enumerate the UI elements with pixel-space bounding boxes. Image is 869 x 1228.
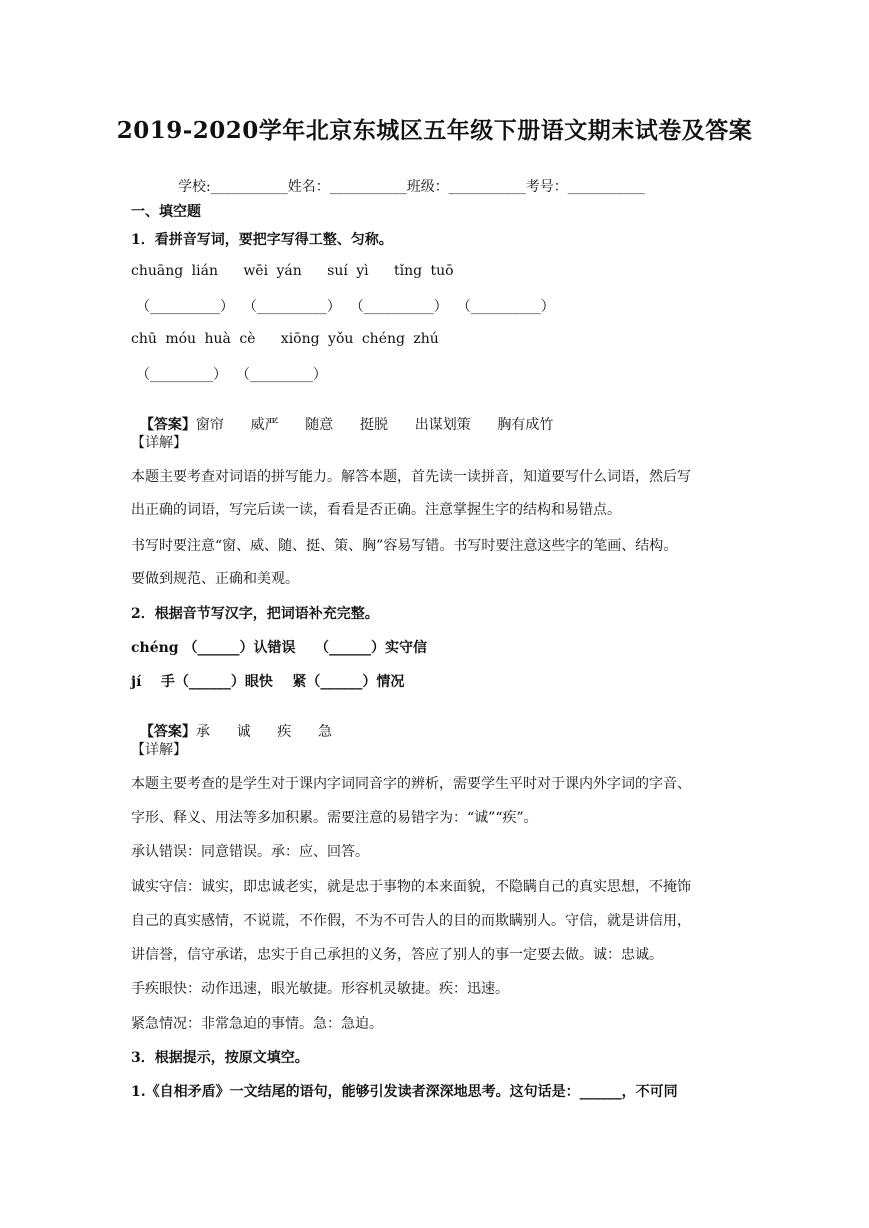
question-1-title: 1．看拼音写词，要把字写得工整、匀称。 xyxy=(131,232,393,248)
question-2-line-1: chéng （______）认错误 （______）实守信 xyxy=(131,640,427,656)
question-2-detail-line: 手疾眼快：动作迅速，眼光敏捷。形容机灵敏捷。疾：迅速。 xyxy=(131,981,509,997)
question-1-detail-line: 要做到规范、正确和美观。 xyxy=(131,571,299,587)
question-2-detail-line: 诚实守信：诚实，即忠诚老实，就是忠于事物的本来面貌，不隐瞒自己的真实思想，不掩饰 xyxy=(131,879,691,895)
student-info-line: 学校:___________姓名：___________班级：___________考号：___________ xyxy=(178,179,645,195)
question-2-detail-line: 自己的真实感情，不说谎，不作假，不为不可告人的目的而欺瞒别人。守信，就是讲信用， xyxy=(131,913,691,929)
question-1-detail-line: 出正确的词语，写完后读一读，看看是否正确。注意掌握生字的结构和易错点。 xyxy=(131,502,621,518)
question-1-pinyin-row-2: chū móu huà cè xiōng yǒu chéng zhú xyxy=(131,331,439,347)
answer-text: 承 诚 疾 急 xyxy=(195,724,333,740)
question-1-detail-line: 书写时要注意“窗、威、随、挺、策、胸”容易写错。书写时要注意这些字的笔画、结构。 xyxy=(131,538,678,554)
question-2-title: 2．根据音节写汉字，把词语补充完整。 xyxy=(131,606,379,622)
question-2-line-2: jí 手（______）眼快 紧（______）情况 xyxy=(131,674,405,690)
question-1-detail-tag: 【详解】 xyxy=(131,435,187,451)
question-1-pinyin-row-1: chuāng lián wēi yán suí yì tǐng tuō xyxy=(131,263,454,279)
question-2-detail-tag: 【详解】 xyxy=(131,742,187,758)
answer-text: 窗帘 威严 随意 挺脱 出谋划策 胸有成竹 xyxy=(195,417,554,433)
question-2-answer xyxy=(131,705,332,741)
question-1-detail-line: 本题主要考查对词语的拼写能力。解答本题，首先读一读拼音，知道要写什么词语，然后写 xyxy=(131,469,691,485)
question-1-answer xyxy=(131,398,553,434)
question-3-item-1: 1.《自相矛盾》一文结尾的语句，能够引发读者深深地思考。这句话是：______，不可同 xyxy=(131,1084,678,1100)
answer-tag: 【答案】 xyxy=(139,724,196,740)
question-2-detail-line: 承认错误：同意错误。承：应、回答。 xyxy=(131,844,369,860)
question-3-title: 3．根据提示，按原文填空。 xyxy=(131,1050,309,1066)
question-2-detail-line: 字形、释义、用法等多加积累。需要注意的易错字为：“诚”“疾”。 xyxy=(131,810,538,826)
question-2-detail-line: 讲信誉，信守承诺，忠实于自己承担的义务，答应了别人的事一定要去做。诚：忠诚。 xyxy=(131,947,663,963)
question-2-detail-line: 本题主要考查的是学生对于课内字词同音字的辨析，需要学生平时对于课内外字词的字音、 xyxy=(131,776,691,792)
question-2-detail-line: 紧急情况：非常急迫的事情。急：急迫。 xyxy=(131,1016,383,1032)
page-title: 2019-2020学年北京东城区五年级下册语文期末试卷及答案 xyxy=(116,117,753,144)
section-heading-fill-blank: 一、填空题 xyxy=(131,204,201,220)
answer-tag: 【答案】 xyxy=(139,417,196,433)
question-1-blanks-row-2: （_________） （_________） xyxy=(136,367,327,383)
question-1-blanks-row-1: （__________） （__________） （__________） （__________） xyxy=(136,299,555,315)
